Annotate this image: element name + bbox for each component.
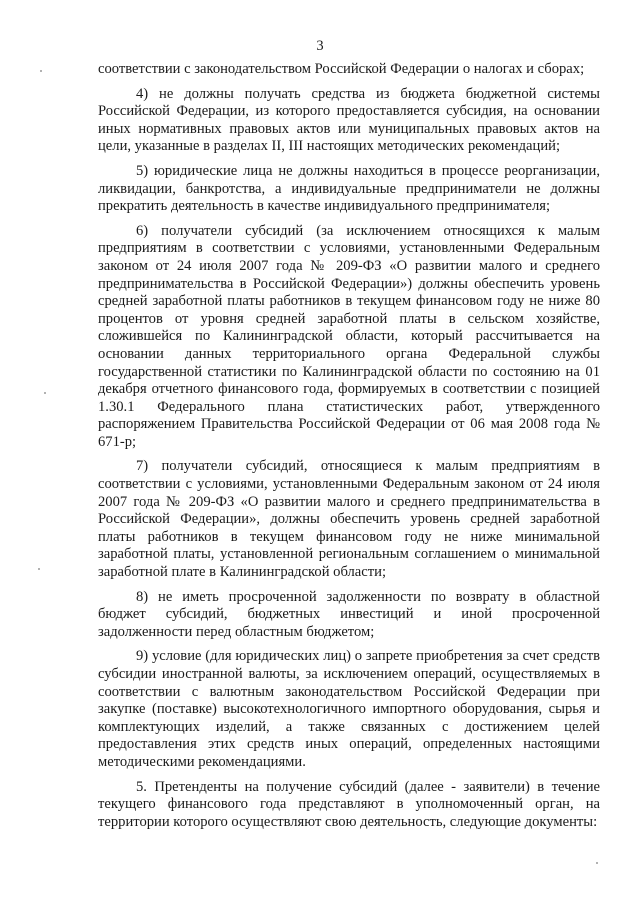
paragraph-item-7: 7) получатели субсидий, относящиеся к малым предприятиям в соответствии с условиями, установленными Федеральным законом от 24 июля 2007 года № 209-ФЗ «О развитии малого и среднего предпринимательства в Российской Федерации», должны обеспечить уровень средней заработной платы работников в текущем финансовом году не ниже минимальной заработной платы, установленной региональным соглашением о минимальной заработной плате в Калининградской области;	[98, 458, 600, 581]
paragraph-item-5: 5) юридические лица не должны находиться в процессе реорганизации, ликвидации, банкротства, а индивидуальные предприниматели не должны прекратить деятельность в качестве индивидуального предпринимателя;	[98, 162, 600, 215]
paragraph-item-9: 9) условие (для юридических лиц) о запрете приобретения за счет средств субсидии иностранной валюты, за исключением операций, осуществляемых в соответствии с валютным законодательством Российской Федерации при закупке (поставке) высокотехнологичного импортного оборудования, сырья и комплектующих изделий, а также связанных с достижением целей предоставления этих средств иных операций, определенных настоящими методическими рекомендациями.	[98, 648, 600, 770]
page-body	[98, 61, 600, 838]
scan-speck	[596, 862, 598, 864]
scan-speck	[38, 568, 40, 570]
paragraph-section-5: 5. Претенденты на получение субсидий (далее - заявители) в течение текущего финансового года представляют в уполномоченный орган, на территории которого осуществляют свою деятельность, следующие документы:	[98, 778, 600, 830]
scan-speck	[44, 392, 46, 394]
scan-speck	[40, 70, 42, 72]
paragraph-item-8: 8) не иметь просроченной задолженности по возврату в областной бюджет субсидий, бюджетных инвестиций и иной просроченной задолженности перед областным бюджетом;	[98, 588, 600, 640]
page-number: 3	[316, 38, 324, 54]
paragraph-tax-compliance: соответствии с законодательством Российской Федерации о налогах и сборах;	[98, 61, 585, 77]
paragraph-item-6: 6) получатели субсидий (за исключением относящихся к малым предприятиям в соответствии с условиями, установленными Федеральным законом от 24 июля 2007 года № 209-ФЗ «О развитии малого и среднего предпринимательства в Российской Федерации») должны обеспечить уровень средней заработной платы работников в текущем финансовом году не ниже 80 процентов от уровня средней заработной платы в сельском хозяйстве, сложившейся по Калининградской области, который рассчитывается на основании данных территориального органа Федеральной службы государственной статистики по Калининградской области по состоянию на 01 декабря отчетного финансового года, формируемых в соответствии с позицией 1.30.1 Федерального плана статистических работ, утвержденного распоряжением Правительства Российской Федерации от 06 мая 2008 года № 671-р;	[98, 222, 600, 450]
paragraph-item-4: 4) не должны получать средства из бюджета бюджетной системы Российской Федерации, из которого предоставляется субсидия, на основании иных нормативных правовых актов или муниципальных правовых актов на цели, указанные в разделах II, III настоящих методических рекомендаций;	[98, 85, 600, 155]
